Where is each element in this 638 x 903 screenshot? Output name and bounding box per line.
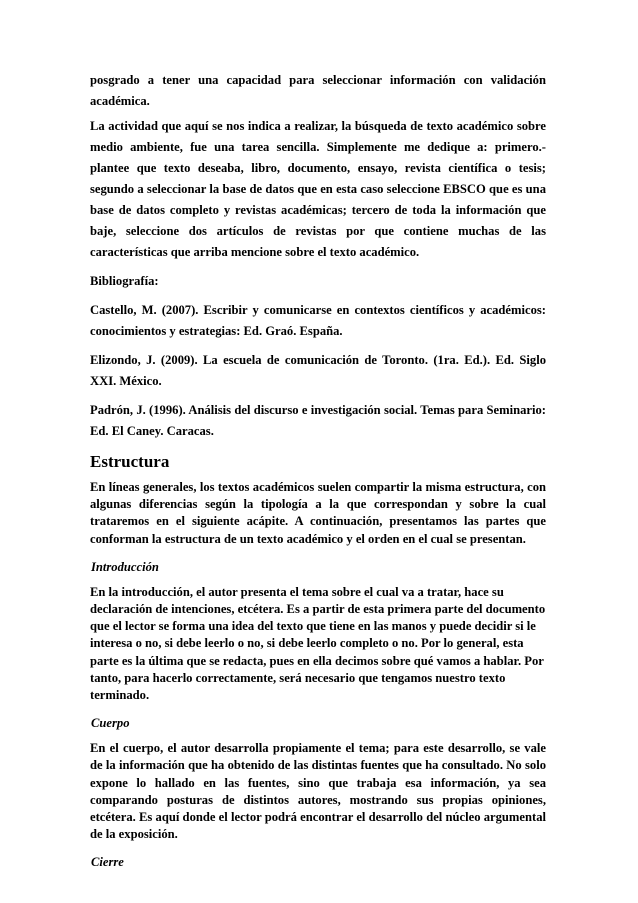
subheading-introduccion: Introducción [91,559,159,574]
document-page [90,70,546,879]
paragraph-introduccion: En la introducción, el autor presenta el tema sobre el cual va a tratar, hace su declaración de intenciones, etcétera. Es a partir de esta primera parte del documento que el lector se forma una idea del texto que tiene en las manos y puede decidir si le interesa o no, si debe leerlo o no, si debe leerlo completo o no. Por lo general, esta parte es la última que se redacta, pues en ella decimos sobre qué vamos a hablar. Por tanto, para hacerlo correctamente, será necesario que tengamos nuestro texto terminado. [90,584,546,703]
subheading-cuerpo: Cuerpo [91,716,130,731]
paragraph-continuation: posgrado a tener una capacidad para seleccionar información con validación académica. [90,73,546,108]
bibliography-title: Bibliografía: [90,274,159,288]
bibliography-entry-elizondo: Elizondo, J. (2009). La escuela de comunicación de Toronto. (1ra. Ed.). Ed. Siglo XXI. México. [90,353,546,388]
paragraph-cuerpo: En el cuerpo, el autor desarrolla propiamente el tema; para este desarrollo, se vale de la información que ha obtenido de las distintas fuentes que ha consultado. No solo expone lo hallado en las fuentes, sino que trabaja esa información, ya sea comparando posturas de distintos autores, mostrando sus propias opiniones, etcétera. Es aquí donde el lector podrá encontrar el desarrollo del núcleo argumental de la exposición. [90,741,546,842]
paragraph-activity: La actividad que aquí se nos indica a realizar, la búsqueda de texto académico sobre medio ambiente, fue una tarea sencilla. Simplemente me dedique a: primero.- plantee que texto deseaba, libro, documento, ensayo, revista científica o tesis; segundo a seleccionar la base de datos que en esta caso seleccione EBSCO que es una base de datos completo y revistas académicas; tercero de toda la información que baje, seleccione dos artículos de revistas por que contiene muchas de las características que arriba mencione sobre el texto académico. [90,119,546,259]
subheading-cierre: Cierre [91,855,124,870]
section-heading-estructura: Estructura [90,452,170,471]
bibliography-entry-padron: Padrón, J. (1996). Análisis del discurso e investigación social. Temas para Seminario: Ed. El Caney. Caracas. [90,403,546,438]
paragraph-estructura: En líneas generales, los textos académicos suelen compartir la misma estructura, con algunas diferencias según la tipología a la que correspondan y sobre la cual trataremos en el siguiente acápite. A continuación, presentamos las partes que conforman la estructura de un texto académico y el orden en el cual se presentan. [90,480,546,546]
bibliography-entry-castello: Castello, M. (2007). Escribir y comunicarse en contextos científicos y académicos: conocimientos y estrategias: Ed. Graó. España. [90,303,546,338]
